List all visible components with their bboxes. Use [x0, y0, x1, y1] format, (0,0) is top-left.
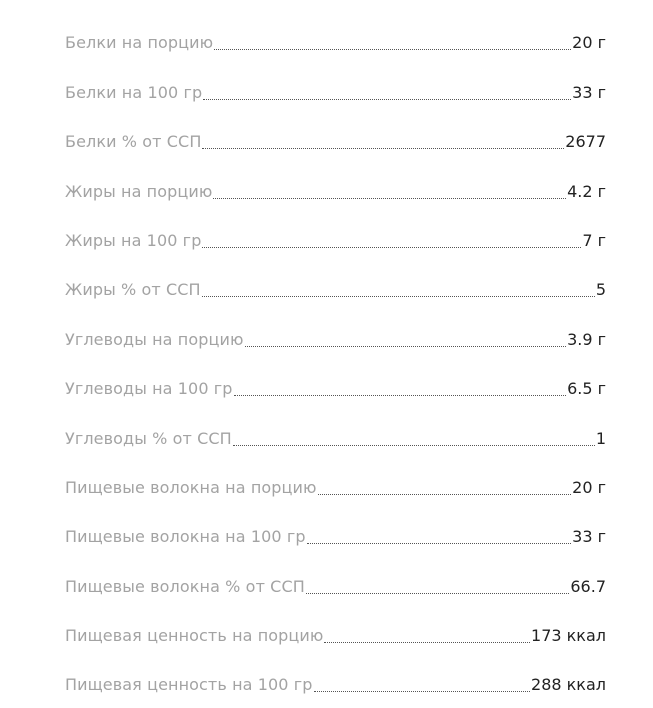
- dotted-leader: [324, 641, 530, 643]
- nutrition-row-fat-percent-dv: [65, 261, 606, 310]
- dotted-leader: [306, 592, 570, 594]
- nutrition-row-fat-per-100g: [65, 212, 606, 261]
- dotted-leader: [203, 98, 571, 100]
- nutrition-value: 4.2 г: [567, 181, 606, 201]
- nutrition-label: Белки на 100 гр: [65, 82, 203, 102]
- dotted-leader: [307, 542, 572, 544]
- dotted-leader: [318, 493, 572, 495]
- nutrition-row-carbs-per-serving: [65, 310, 606, 359]
- nutrition-value: 173 ккал: [531, 626, 606, 646]
- nutrition-value: 1: [595, 428, 606, 448]
- nutrition-value: 33 г: [572, 82, 606, 102]
- nutrition-row-fat-per-serving: [65, 162, 606, 211]
- nutrition-row-protein-per-100g: [65, 63, 606, 112]
- nutrition-value: 6.5 г: [567, 379, 606, 399]
- nutrition-row-fiber-percent-dv: [65, 557, 606, 606]
- nutrition-label: Жиры % от ССП: [65, 280, 201, 300]
- nutrition-label: Белки на порцию: [65, 33, 214, 53]
- nutrition-value: 7 г: [582, 230, 606, 250]
- nutrition-value: 3.9 г: [567, 329, 606, 349]
- nutrition-value: 2677: [565, 132, 606, 152]
- nutrition-label: Жиры на порцию: [65, 181, 213, 201]
- nutrition-row-fiber-per-serving: [65, 459, 606, 508]
- nutrition-label: Пищевые волокна на порцию: [65, 477, 317, 497]
- nutrition-label: Углеводы % от ССП: [65, 428, 232, 448]
- dotted-leader: [202, 147, 564, 149]
- nutrition-row-carbs-percent-dv: [65, 409, 606, 458]
- nutrition-label: Пищевая ценность на порцию: [65, 626, 324, 646]
- nutrition-label: Углеводы на порцию: [65, 329, 244, 349]
- nutrition-label: Пищевые волокна на 100 гр: [65, 527, 306, 547]
- nutrition-value: 66.7: [570, 576, 606, 596]
- nutrition-label: Углеводы на 100 гр: [65, 379, 233, 399]
- nutrition-value: 5: [595, 280, 606, 300]
- nutrition-label: Белки % от ССП: [65, 132, 202, 152]
- nutrition-row-protein-percent-dv: [65, 113, 606, 162]
- nutrition-value: 20 г: [572, 33, 606, 53]
- dotted-leader: [202, 295, 595, 297]
- dotted-leader: [245, 345, 567, 347]
- nutrition-value: 288 ккал: [531, 675, 606, 695]
- nutrition-row-carbs-per-100g: [65, 360, 606, 409]
- nutrition-row-fiber-per-100g: [65, 508, 606, 557]
- nutrition-value: 33 г: [572, 527, 606, 547]
- nutrition-facts-list: [65, 14, 606, 705]
- nutrition-label: Пищевые волокна % от ССП: [65, 576, 305, 596]
- nutrition-row-energy-per-serving: [65, 607, 606, 656]
- dotted-leader: [213, 197, 566, 199]
- nutrition-row-protein-per-serving: [65, 14, 606, 63]
- dotted-leader: [202, 246, 581, 248]
- nutrition-label: Жиры на 100 гр: [65, 230, 202, 250]
- nutrition-value: 20 г: [572, 477, 606, 497]
- dotted-leader: [314, 690, 531, 692]
- nutrition-label: Пищевая ценность на 100 гр: [65, 675, 313, 695]
- dotted-leader: [233, 444, 595, 446]
- nutrition-row-energy-per-100g: [65, 656, 606, 705]
- dotted-leader: [214, 48, 571, 50]
- dotted-leader: [234, 394, 566, 396]
